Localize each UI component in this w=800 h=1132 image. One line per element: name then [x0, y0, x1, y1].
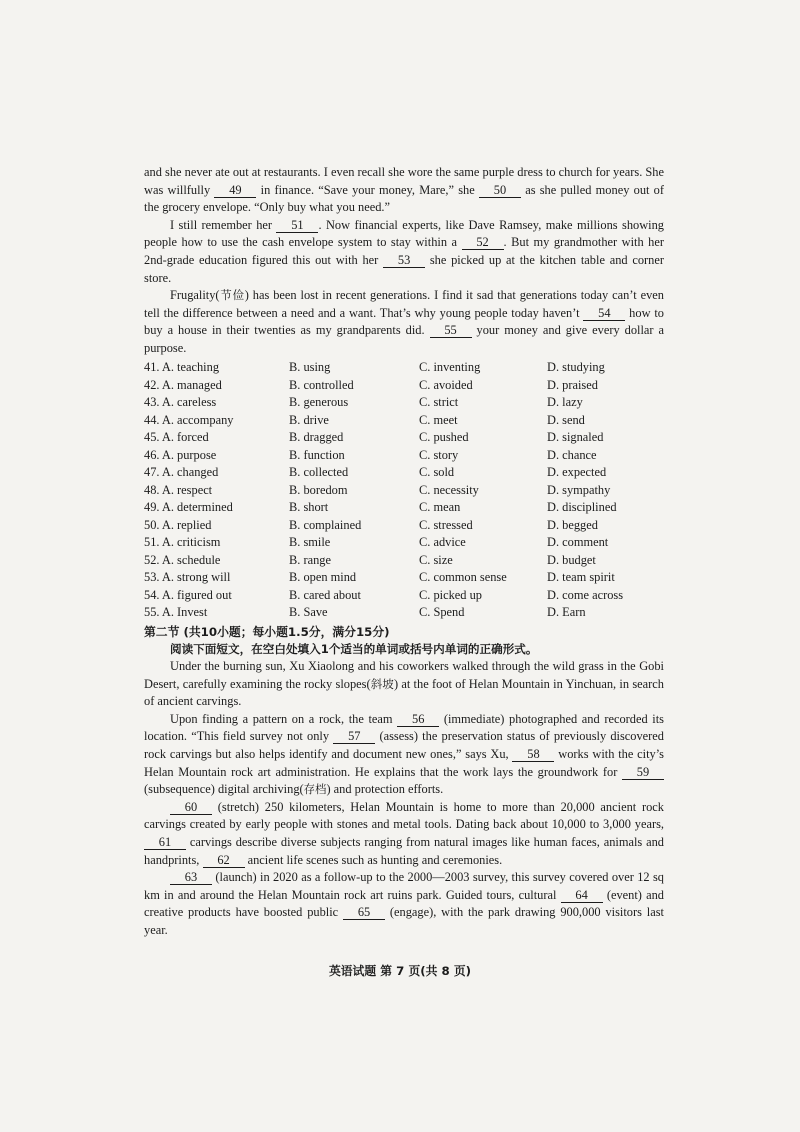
option-row — [144, 482, 664, 500]
option-row — [144, 447, 664, 465]
blank-52: 52 — [462, 235, 504, 250]
passage-text: (launch) in 2020 as a follow-up to the 2000—2003 survey, this survey covered over 12 sq km in and around the Helan Mountain rock art ruins park. Guided tours, cultural — [144, 870, 664, 902]
option-choice-b: B. boredom — [289, 482, 348, 497]
option-row — [144, 604, 664, 622]
option-choice-c: C. stressed — [419, 517, 473, 532]
paragraph — [144, 869, 664, 939]
blank-51: 51 — [276, 218, 318, 233]
passage-text: ancient life scenes such as hunting and ceremonies. — [244, 852, 503, 867]
passage-text: (event) and creative products have boosted public — [144, 887, 664, 920]
option-choice-d: D. begged — [547, 517, 598, 532]
blank-57: 57 — [333, 729, 375, 744]
option-choice-b: B. Save — [289, 605, 328, 619]
answer-options — [144, 359, 664, 622]
option-choice-b: B. collected — [289, 465, 349, 479]
option-choice-b: B. smile — [289, 535, 331, 549]
passage-text: Upon finding a pattern on a rock, the team — [170, 711, 398, 726]
option-choice-c: C. strict — [419, 395, 459, 409]
option-choice-d: D. signaled — [547, 430, 604, 444]
option-row — [144, 587, 664, 605]
option-choice-d: D. comment — [547, 535, 609, 549]
passage-text: as she pulled money out of the grocery envelope. “Only buy what you need.” — [144, 182, 664, 215]
option-row — [144, 534, 664, 552]
option-choice-c: C. inventing — [419, 360, 481, 374]
option-choice-c: C. Spend — [419, 605, 465, 619]
option-row — [144, 377, 664, 395]
blank-53: 53 — [383, 253, 425, 268]
option-row — [144, 464, 664, 482]
chinese-gloss: 存档 — [303, 782, 327, 797]
option-choice-c: C. picked up — [419, 587, 482, 602]
option-choice-d: D. chance — [547, 447, 597, 462]
passage-text: works with the city’s Helan Mountain rock art administration. He explains that the work lays the groundwork for — [144, 746, 664, 779]
paragraph — [144, 658, 664, 711]
paragraph — [144, 164, 664, 217]
option-choice-d: D. come across — [547, 587, 624, 602]
option-choice-b: B. short — [289, 500, 329, 514]
option-choice-b: B. dragged — [289, 430, 344, 444]
option-row — [144, 412, 664, 430]
option-choice-a: 46. A. purpose — [144, 447, 217, 462]
page-footer: 英语试题 第 7 页(共 8 页) — [328, 964, 472, 978]
option-choice-b: B. drive — [289, 412, 329, 427]
option-choice-d: D. sympathy — [547, 482, 611, 497]
passage-text: carvings describe diverse subjects ranging from natural images like human faces, animals and handprints, — [144, 834, 664, 867]
option-choice-a: 44. A. accompany — [144, 412, 234, 427]
option-row — [144, 552, 664, 570]
option-choice-a: 49. A. determined — [144, 500, 233, 514]
option-choice-a: 47. A. changed — [144, 465, 219, 479]
paragraph — [144, 711, 664, 799]
option-choice-d: D. expected — [547, 465, 607, 479]
option-row — [144, 394, 664, 412]
blank-65: 65 — [343, 905, 385, 920]
paragraph — [144, 287, 664, 357]
option-choice-a: 51. A. criticism — [144, 535, 221, 549]
blank-64: 64 — [561, 888, 603, 903]
option-choice-c: C. size — [419, 552, 453, 567]
passage-text: . But my grandmother with her 2nd-grade education figured this out with her — [144, 235, 664, 267]
option-choice-a: 52. A. schedule — [144, 552, 221, 567]
passage-text: I still remember her — [170, 217, 277, 232]
blank-62: 62 — [203, 853, 245, 868]
section-instruction: 阅读下面短文，在空白处填入1个适当的单词或括号内单词的正确形式。 — [170, 642, 538, 656]
passage-text: and she never ate out at restaurants. I even recall she wore the same purple dress to church for years. She was willfully — [144, 165, 664, 197]
option-choice-a: 50. A. replied — [144, 517, 212, 532]
blank-59: 59 — [622, 765, 664, 780]
option-choice-a: 42. A. managed — [144, 377, 222, 392]
grammar-passage — [144, 658, 664, 940]
option-choice-a: 43. A. careless — [144, 395, 217, 409]
option-choice-b: B. range — [289, 552, 331, 567]
option-choice-d: D. Earn — [547, 605, 586, 619]
blank-50: 50 — [479, 183, 521, 198]
blank-61: 61 — [144, 835, 186, 850]
option-row — [144, 499, 664, 517]
paragraph — [144, 217, 664, 287]
passage-text: ) and protection efforts. — [326, 782, 444, 797]
option-choice-a: 53. A. strong will — [144, 570, 231, 584]
option-choice-c: C. advice — [419, 535, 466, 549]
section-heading: 第二节 (共10小题；每小题1.5分，满分15分) — [144, 625, 390, 639]
passage-text: how to buy a house in their twenties as my grandparents did. — [144, 305, 664, 338]
option-row — [144, 517, 664, 535]
passage-text: your money and give every dollar a purpose. — [144, 323, 665, 355]
option-choice-b: B. controlled — [289, 377, 354, 392]
option-choice-c: C. sold — [419, 465, 455, 479]
chinese-gloss: 节俭 — [219, 288, 245, 303]
option-choice-b: B. using — [289, 360, 331, 374]
option-choice-c: C. necessity — [419, 482, 479, 497]
blank-60: 60 — [170, 800, 212, 815]
option-choice-d: D. lazy — [547, 395, 583, 409]
option-choice-d: D. send — [547, 412, 585, 427]
option-choice-d: D. studying — [547, 360, 605, 374]
option-choice-d: D. team spirit — [547, 570, 615, 584]
passage-text: ) has been lost in recent generations. I find it sad that generations today can’t even tell the difference between a need and a want. That’s why young people today haven’t — [144, 288, 664, 320]
passage-text: (stretch) 250 kilometers, Helan Mountain is home to more than 20,000 ancient rock carvings created by early people with stones and metal tools. Dating back about 10,000 to 3,000 years, — [144, 799, 664, 832]
passage-text: she picked up at the kitchen table and corner store. — [144, 252, 664, 285]
option-row — [144, 359, 664, 377]
option-choice-c: C. meet — [419, 412, 458, 427]
option-choice-c: C. story — [419, 447, 459, 462]
option-choice-c: C. avoided — [419, 377, 473, 392]
option-choice-a: 55. A. Invest — [144, 605, 208, 619]
option-choice-a: 45. A. forced — [144, 430, 209, 444]
option-row — [144, 429, 664, 447]
option-choice-d: D. disciplined — [547, 500, 617, 514]
passage-text: (subsequence) digital archiving( — [144, 782, 304, 797]
passage-text: (assess) the preservation status of previously discovered rock carvings but also helps identify and document new ones,” says Xu, — [144, 729, 665, 761]
option-choice-a: 48. A. respect — [144, 482, 213, 497]
option-row — [144, 569, 664, 587]
option-choice-b: B. cared about — [289, 587, 361, 602]
option-choice-d: D. budget — [547, 552, 596, 567]
blank-58: 58 — [512, 747, 554, 762]
cloze-passage — [144, 164, 664, 358]
option-choice-c: C. mean — [419, 500, 461, 514]
blank-55: 55 — [430, 323, 472, 338]
option-choice-d: D. praised — [547, 377, 598, 392]
blank-63: 63 — [170, 870, 212, 885]
passage-text: (immediate) photographed and recorded its location. “This field survey not only — [144, 711, 665, 744]
passage-text: . Now financial experts, like Dave Ramsey, make millions showing people how to use the cash envelope system to stay within a — [144, 217, 664, 250]
option-choice-b: B. function — [289, 447, 345, 462]
blank-49: 49 — [214, 183, 256, 198]
option-choice-a: 54. A. figured out — [144, 587, 232, 602]
passage-text: in finance. “Save your money, Mare,” she — [256, 182, 479, 197]
passage-text: Frugality( — [170, 288, 220, 303]
blank-54: 54 — [583, 306, 625, 321]
passage-text: ) at the foot of Helan Mountain in Yinchuan, in search of ancient carvings. — [144, 676, 664, 709]
option-choice-b: B. complained — [289, 517, 362, 532]
option-choice-a: 41. A. teaching — [144, 360, 220, 374]
chinese-gloss: 斜坡 — [370, 676, 394, 691]
option-choice-b: B. generous — [289, 395, 349, 409]
option-choice-c: C. pushed — [419, 430, 469, 444]
passage-text: (engage), with the park drawing 900,000 visitors last year. — [144, 905, 664, 937]
blank-56: 56 — [397, 712, 439, 727]
paragraph — [144, 799, 664, 869]
option-choice-b: B. open mind — [289, 570, 357, 584]
option-choice-c: C. common sense — [419, 570, 507, 584]
passage-text: Under the burning sun, Xu Xiaolong and his coworkers walked through the wild grass in the Gobi Desert, carefully examining the rocky slopes( — [144, 659, 664, 691]
